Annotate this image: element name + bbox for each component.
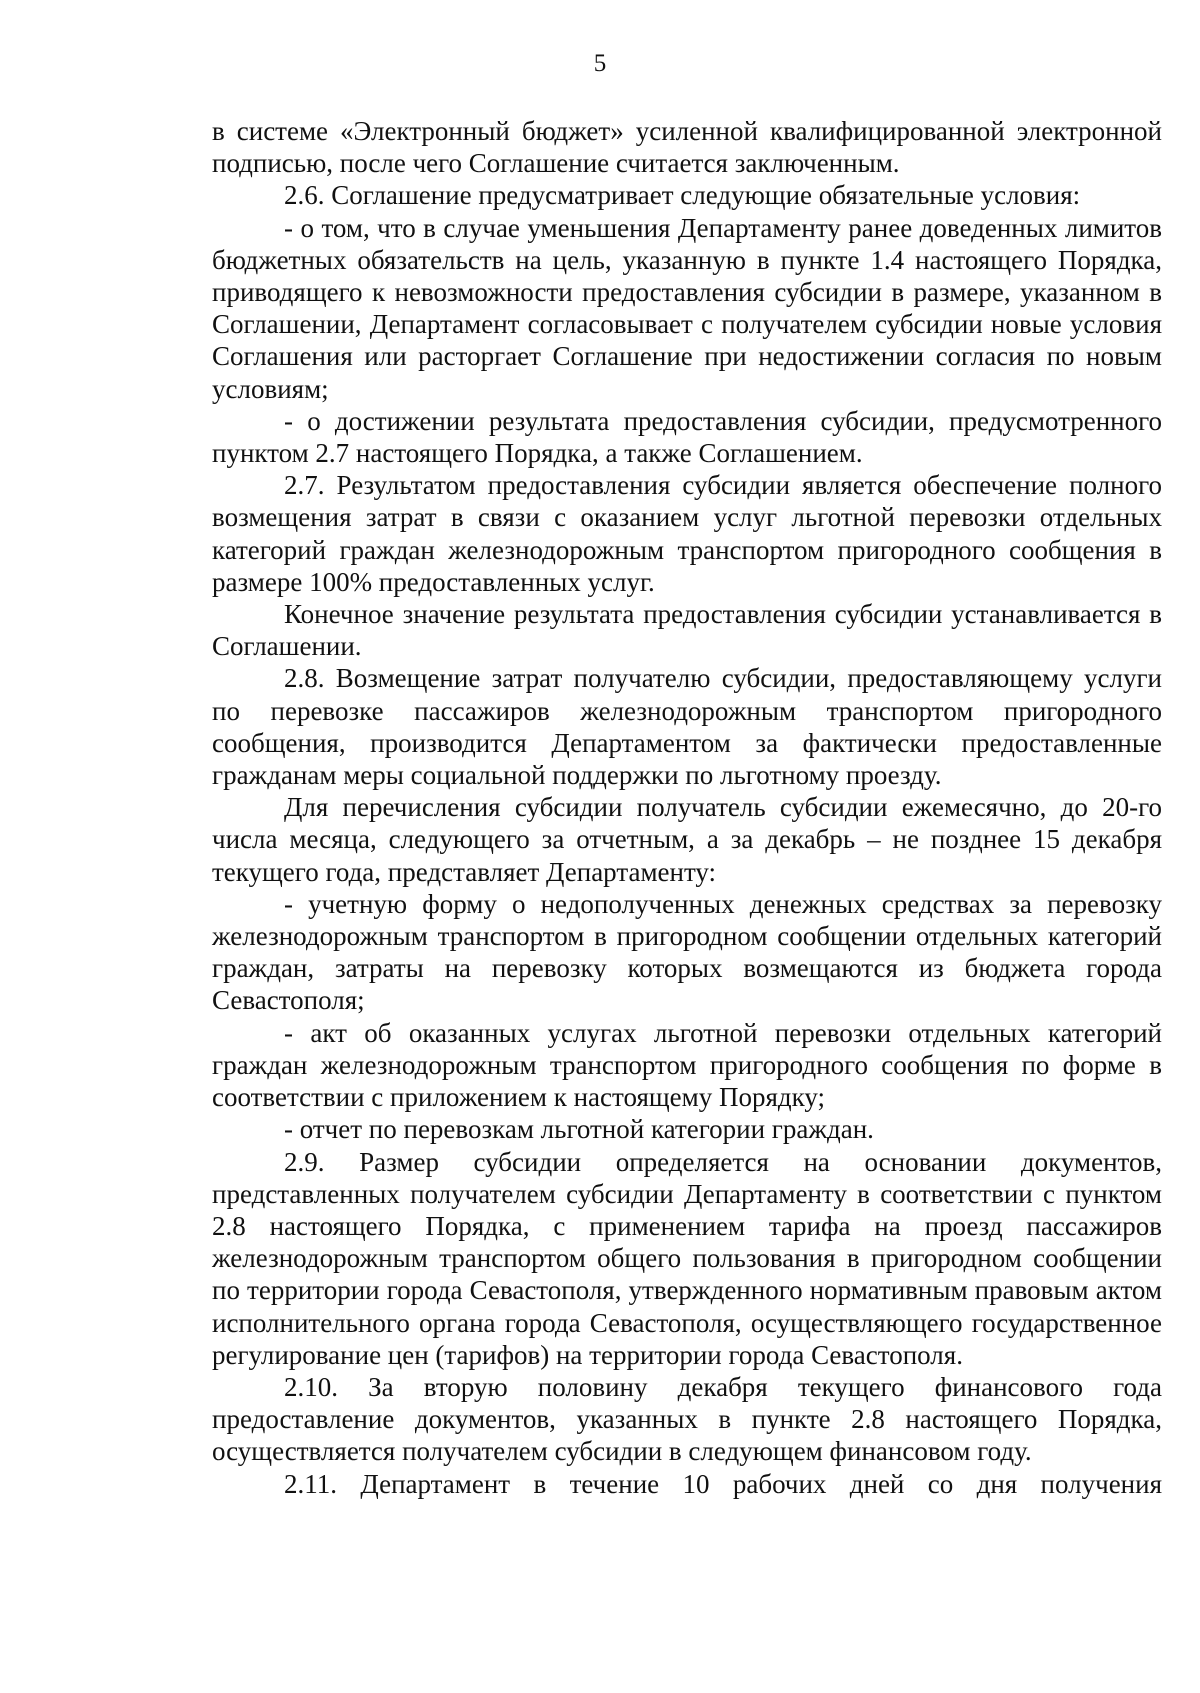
document-body <box>212 115 1162 1500</box>
paragraph-2-7: 2.7. Результатом предоставления субсидии является обеспечение полного возмещения затрат в связи с оказанием услуг льготной перевозки отдельных категорий граждан железнодорожным транспортом пригородного сообщения в размере 100% предоставленных услуг. <box>212 470 1162 597</box>
paragraph-item-services-act: - акт об оказанных услугах льготной перевозки отдельных категорий граждан железнодорожным транспортом пригородного сообщения по форме в соответствии с приложением к настоящему Порядку; <box>212 1017 1162 1113</box>
paragraph-2-10: 2.10. За вторую половину декабря текущего финансового года предоставление документов, указанных в пункте 2.8 настоящего Порядка, осуществляется получателем субсидии в следующем финансовом году. <box>212 1371 1162 1467</box>
paragraph-2-11: 2.11. Департамент в течение 10 рабочих дней со дня получения <box>284 1468 1162 1499</box>
paragraph-2-6: 2.6. Соглашение предусматривает следующие обязательные условия: <box>284 180 1081 211</box>
paragraph-item-report: - отчет по перевозкам льготной категории граждан. <box>284 1114 874 1145</box>
paragraph-condition-limits: - о том, что в случае уменьшения Департаменту ранее доведенных лимитов бюджетных обязательств на цель, указанную в пункте 1.4 настоящего Порядка, приводящего к невозможности предоставления субсидии в размере, указанном в Соглашении, Департамент согласовывает с получателем субсидии новые условия Соглашения или расторгает Соглашение при недостижении согласия по новым условиям; <box>212 212 1162 404</box>
paragraph-item-accounting-form: - учетную форму о недополученных денежных средствах за перевозку железнодорожным транспортом в пригородном сообщении отдельных категорий граждан, затраты на перевозку которых возмещаются из бюджета города Севастополя; <box>212 888 1162 1016</box>
paragraph-2-9: 2.9. Размер субсидии определяется на основании документов, представленных получателем субсидии Департаменту в соответствии с пунктом 2.8 настоящего Порядка, с применением тарифа на проезд пассажиров железнодорожным транспортом общего пользования в пригородном сообщении по территории города Севастополя, утвержденного нормативным правовым актом исполнительного органа города Севастополя, осуществляющего государственное регулирование цен (тарифов) на территории города Севастополя. <box>212 1146 1162 1370</box>
paragraph-2-8: 2.8. Возмещение затрат получателю субсидии, предоставляющему услуги по перевозке пассажиров железнодорожным транспортом пригородного сообщения, производится Департаментом за фактически предоставленные гражданам меры социальной поддержки по льготному проезду. <box>212 663 1162 791</box>
paragraph-transfer-conditions: Для перечисления субсидии получатель субсидии ежемесячно, до 20-го числа месяца, следующего за отчетным, а за декабрь – не позднее 15 декабря текущего года, представляет Департаменту: <box>212 792 1162 887</box>
paragraph-final-value: Конечное значение результата предоставления субсидии устанавливается в Соглашении. <box>212 599 1162 662</box>
paragraph-condition-result: - о достижении результата предоставления субсидии, предусмотренного пунктом 2.7 настоящего Порядка, а также Соглашением. <box>212 405 1162 469</box>
page-number: 5 <box>593 50 607 77</box>
paragraph-continuation: в системе «Электронный бюджет» усиленной квалифицированной электронной подписью, после чего Соглашение считается заключенным. <box>212 116 1162 179</box>
